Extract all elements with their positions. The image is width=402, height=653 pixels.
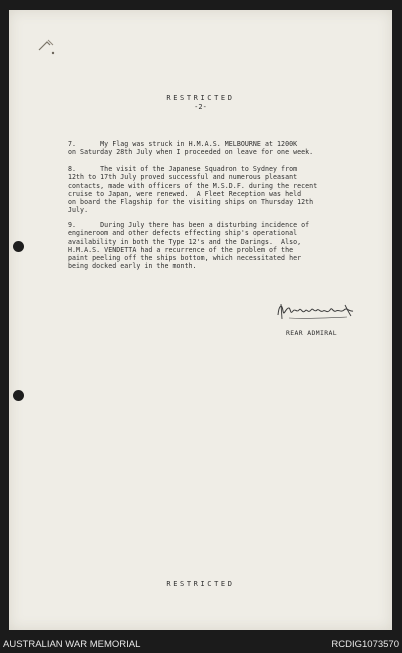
record-id: RCDIG1073570 bbox=[331, 639, 399, 650]
footer-classification: RESTRICTED bbox=[166, 580, 235, 588]
archive-caption-bar bbox=[0, 636, 402, 653]
paragraph-9: 9. During July there has been a disturbing incidence of engineroom and other defects effecting ship's operational availability in both the Type 12's and the Darings. Also, H.M.A.S. VENDETTA had a recurrence of the problem of the paint peeling off the ships bottom, which necessitated her being docked early in the month. bbox=[68, 221, 310, 271]
header-classification: RESTRICTED bbox=[166, 94, 235, 102]
signatory-rank: REAR ADMIRAL bbox=[286, 329, 337, 337]
institution-name: AUSTRALIAN WAR MEMORIAL bbox=[3, 639, 141, 650]
paragraph-7: 7. My Flag was struck in H.M.A.S. MELBOURNE at 1200K on Saturday 28th July when I proceeded on leave for one week. bbox=[68, 140, 314, 157]
document-page bbox=[9, 10, 392, 630]
page-number: -2- bbox=[194, 103, 207, 111]
punch-hole-bottom bbox=[13, 390, 24, 401]
staple-mark-icon bbox=[35, 36, 59, 58]
punch-hole-top bbox=[13, 241, 24, 252]
handwritten-signature bbox=[275, 299, 365, 323]
paragraph-8: 8. The visit of the Japanese Squadron to Sydney from 12th to 17th July proved successful and numerous pleasant contacts, made with officers of the M.S.D.F. during the recent cruise to Japan, were renewed. A Fleet Reception was held on board the Flagship for the visiting ships on Thursday 12th July. bbox=[68, 165, 318, 215]
